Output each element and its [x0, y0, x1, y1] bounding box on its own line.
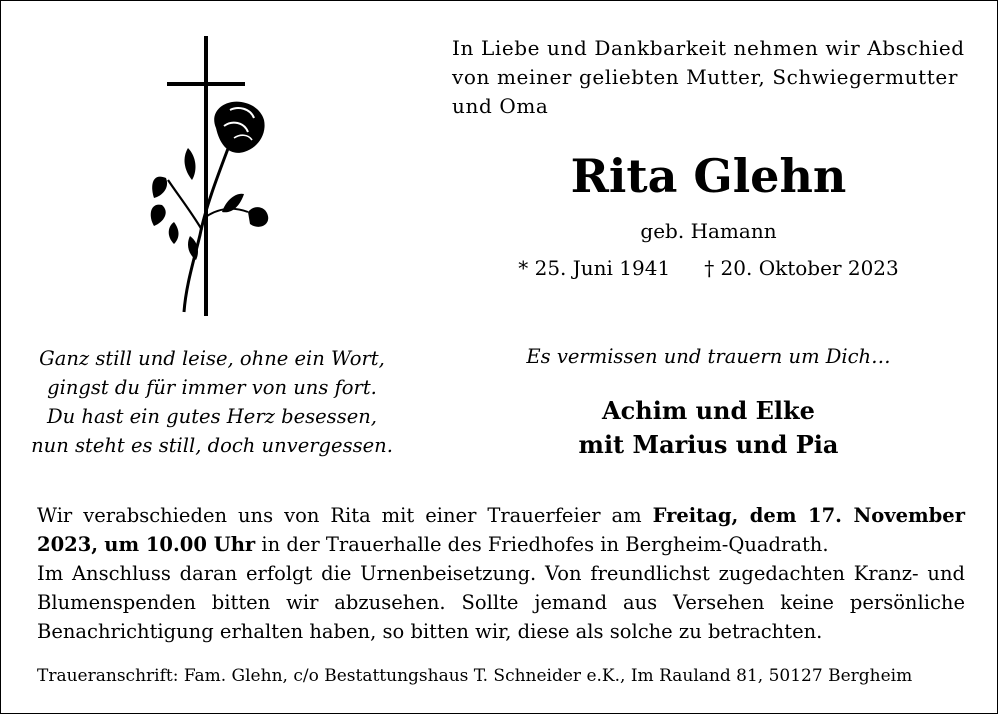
poem-line: nun steht es still, doch unvergessen.	[31, 434, 393, 457]
intro-line: In Liebe und Dankbarkeit nehmen wir Abschied	[452, 36, 965, 60]
poem-line: Du hast ein gutes Herz besessen,	[47, 405, 377, 428]
deceased-name: Rita Glehn	[570, 149, 847, 203]
ceremony-intro: Wir verabschieden uns von Rita mit einer Trauerfeier am	[37, 504, 653, 527]
mourners-line: Achim und Elke	[602, 396, 815, 425]
mourning-address: Traueranschrift: Fam. Glehn, c/o Bestattungshaus T. Schneider e.K., Im Rauland 81, 50127 Bergheim	[37, 666, 913, 686]
intro-line: und Oma	[452, 94, 549, 118]
cross-with-rose-icon	[140, 30, 290, 320]
mourners-names	[452, 394, 965, 462]
death-date: † 20. Oktober 2023	[704, 256, 899, 280]
mourners-intro: Es vermissen und trauern um Dich…	[526, 345, 891, 368]
poem-line: Ganz still und leise, ohne ein Wort,	[39, 347, 385, 370]
ceremony-location: in der Trauerhalle des Friedhofes in Bergheim-Quadrath.	[255, 533, 829, 556]
poem-line: gingst du für immer von uns fort.	[47, 376, 377, 399]
ceremony-details: Im Anschluss daran erfolgt die Urnenbeisetzung. Von freundlichst zugedachten Kranz- und Blumenspenden bitten wir abzusehen. Sollte jemand aus Versehen keine persönliche Benachrichtigung erhalten haben, so bitten wir, diese als solche zu betrachten.	[37, 562, 965, 643]
life-dates	[452, 255, 965, 281]
mourners-line: mit Marius und Pia	[578, 430, 839, 459]
intro-line: von meiner geliebten Mutter, Schwiegermutter	[452, 65, 958, 89]
birth-date: * 25. Juni 1941	[518, 256, 671, 280]
ceremony-time: um 10.00 Uhr	[104, 533, 256, 556]
intro-text	[452, 34, 967, 121]
poem	[20, 344, 404, 460]
ceremony-text	[37, 501, 965, 646]
maiden-name: geb. Hamann	[640, 219, 777, 243]
ceremony-date: Freitag, dem 17. November 2023,	[37, 504, 965, 556]
